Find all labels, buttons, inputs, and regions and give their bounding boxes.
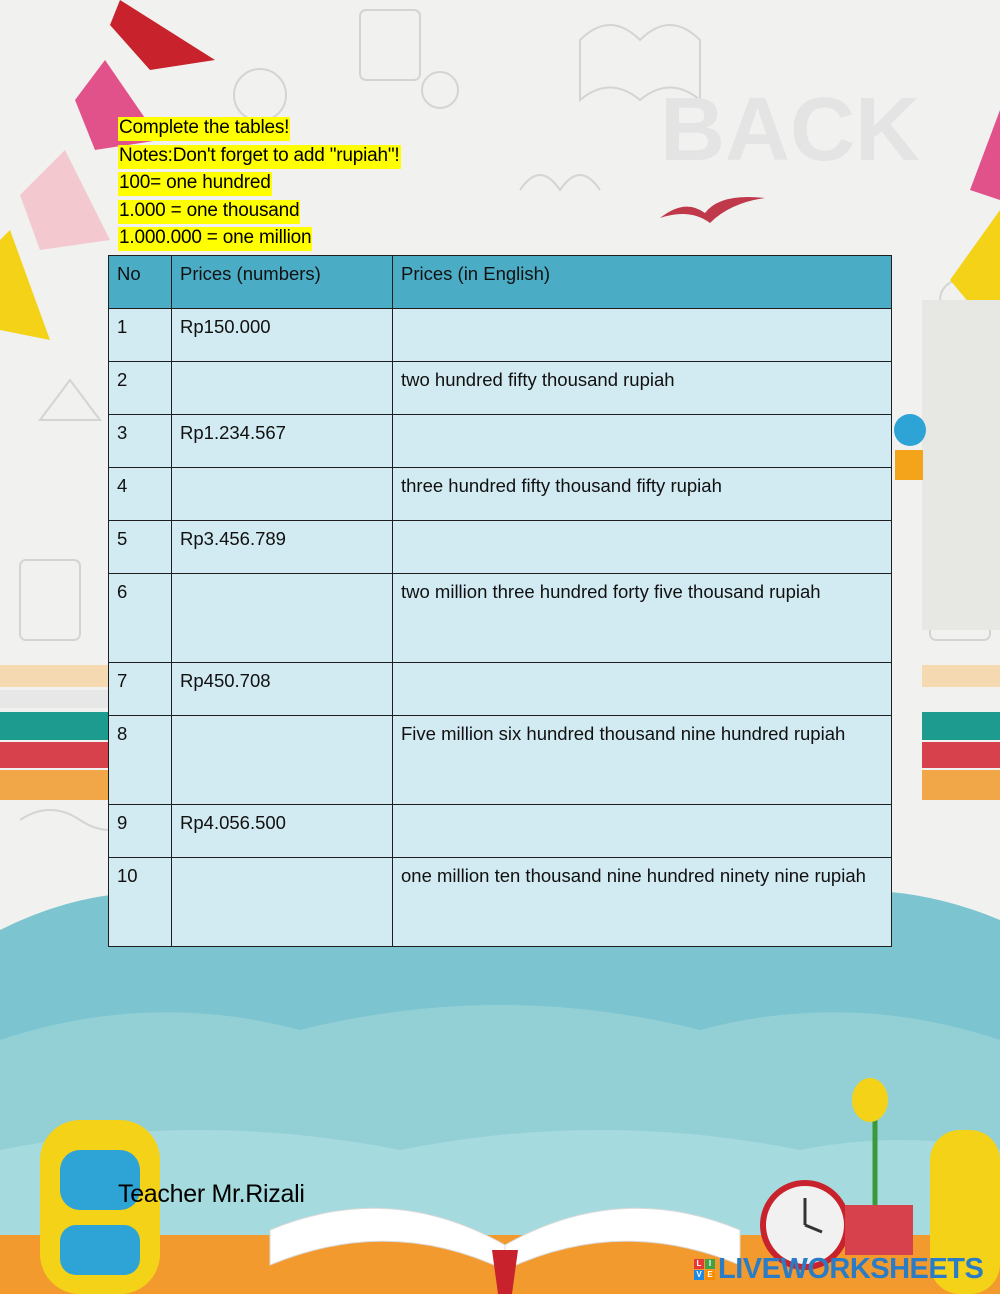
hint-million: 1.000.000 = one million [118, 227, 312, 251]
cell-price-numbers[interactable]: Rp150.000 [172, 309, 393, 362]
instructions [118, 117, 401, 255]
table-row [109, 468, 892, 521]
cell-price-numbers[interactable] [172, 716, 393, 805]
brand-name: LIVEWORKSHEETS [718, 1253, 984, 1285]
table-row [109, 716, 892, 805]
cell-price-numbers[interactable]: Rp3.456.789 [172, 521, 393, 574]
table-row [109, 309, 892, 362]
cell-no: 5 [109, 521, 172, 574]
cell-price-english[interactable] [393, 415, 892, 468]
table-row [109, 362, 892, 415]
hint-thousand: 1.000 = one thousand [118, 200, 300, 224]
teacher-name: Teacher Mr.Rizali [118, 1180, 305, 1208]
cell-price-english[interactable] [393, 663, 892, 716]
cell-price-english[interactable] [393, 309, 892, 362]
instruction-note: Notes:Don't forget to add "rupiah"! [118, 145, 401, 169]
header-no: No [109, 256, 172, 309]
header-prices-numbers: Prices (numbers) [172, 256, 393, 309]
prices-table [108, 255, 892, 947]
cell-no: 8 [109, 716, 172, 805]
back-watermark: BACK [660, 80, 920, 180]
hint-hundred: 100= one hundred [118, 172, 272, 196]
cell-no: 4 [109, 468, 172, 521]
cell-price-english[interactable]: three hundred fifty thousand fifty rupiah [393, 468, 892, 521]
cell-price-english[interactable]: two million three hundred forty five thousand rupiah [393, 574, 892, 663]
cell-price-english[interactable] [393, 521, 892, 574]
cell-no: 10 [109, 858, 172, 947]
cell-price-numbers[interactable]: Rp450.708 [172, 663, 393, 716]
cell-price-english[interactable]: Five million six hundred thousand nine hundred rupiah [393, 716, 892, 805]
cell-price-english[interactable]: one million ten thousand nine hundred ninety nine rupiah [393, 858, 892, 947]
cell-price-numbers[interactable] [172, 574, 393, 663]
table-row [109, 574, 892, 663]
table-row [109, 415, 892, 468]
table-row [109, 858, 892, 947]
liveworksheets-logo [694, 1253, 983, 1286]
table-row [109, 805, 892, 858]
cell-price-english[interactable] [393, 805, 892, 858]
table-row [109, 663, 892, 716]
table-row [109, 521, 892, 574]
book-stack-right [922, 665, 1000, 800]
cell-price-numbers[interactable]: Rp4.056.500 [172, 805, 393, 858]
cell-price-numbers[interactable] [172, 468, 393, 521]
table-header-row [109, 256, 892, 309]
cell-no: 1 [109, 309, 172, 362]
cell-price-english[interactable]: two hundred fifty thousand rupiah [393, 362, 892, 415]
cell-price-numbers[interactable]: Rp1.234.567 [172, 415, 393, 468]
cell-price-numbers[interactable] [172, 858, 393, 947]
book-stack-left [0, 665, 110, 800]
instruction-title: Complete the tables! [118, 117, 290, 141]
liveworksheets-icon: L I V E [694, 1259, 715, 1280]
cell-no: 9 [109, 805, 172, 858]
cell-no: 6 [109, 574, 172, 663]
cell-no: 7 [109, 663, 172, 716]
header-prices-english: Prices (in English) [393, 256, 892, 309]
cell-no: 3 [109, 415, 172, 468]
cell-no: 2 [109, 362, 172, 415]
cell-price-numbers[interactable] [172, 362, 393, 415]
